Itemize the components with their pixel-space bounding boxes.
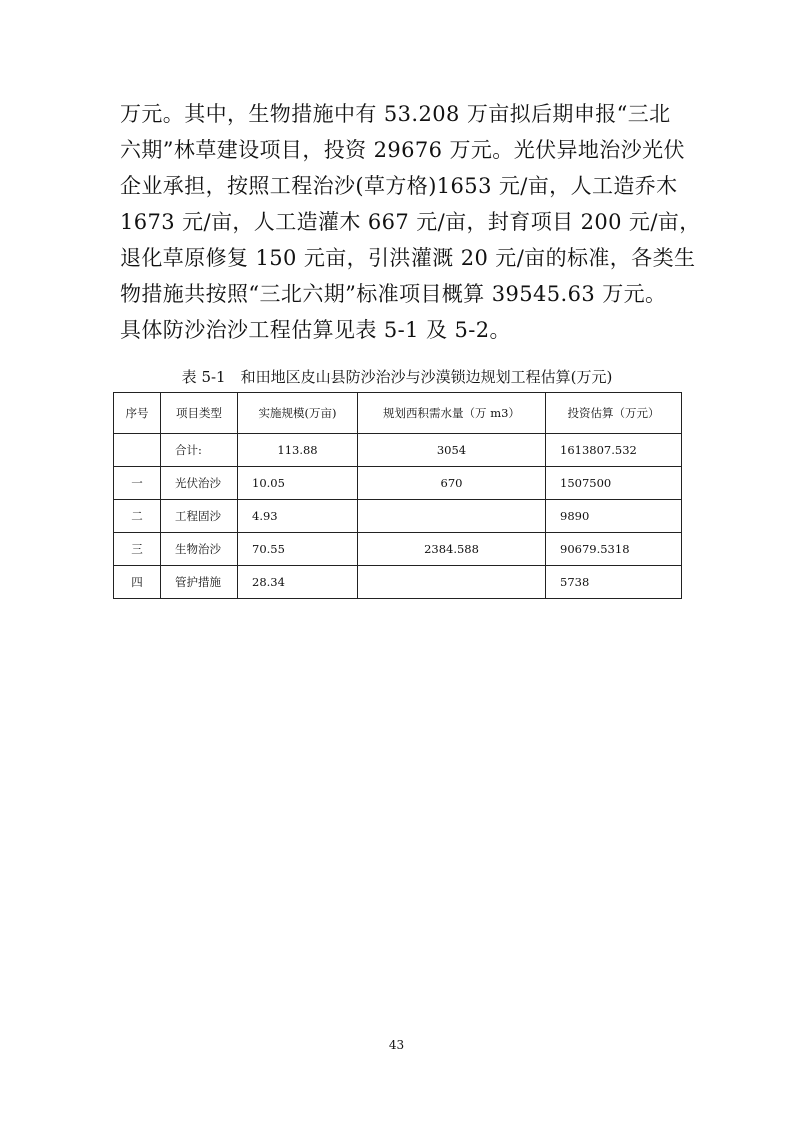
cell-no: 一 [114, 467, 161, 500]
cell-scale: 70.55 [238, 533, 358, 566]
table-row [114, 467, 682, 500]
cell-scale: 4.93 [238, 500, 358, 533]
header-cell-type: 项目类型 [161, 393, 238, 434]
cell-water [358, 566, 546, 599]
cell-invest: 1613807.532 [546, 434, 682, 467]
paragraph-line: 万元。其中，生物措施中有 53.208 万亩拟后期申报“三北 [120, 102, 671, 126]
paragraph-line: 退化草原修复 150 元亩，引洪灌溉 20 元/亩的标准，各类生 [120, 246, 696, 270]
paragraph-line: 1673 元/亩，人工造灌木 667 元/亩，封育项目 200 元/亩， [120, 210, 701, 234]
cell-type: 管护措施 [161, 566, 238, 599]
paragraph-line: 六期”林草建设项目，投资 29676 万元。光伏异地治沙光伏 [120, 138, 685, 162]
cell-water: 670 [358, 467, 546, 500]
cell-no [114, 434, 161, 467]
table-row [114, 434, 682, 467]
cell-scale: 28.34 [238, 566, 358, 599]
cell-water: 3054 [358, 434, 546, 467]
cell-scale: 113.88 [238, 434, 358, 467]
cell-no: 三 [114, 533, 161, 566]
cell-no: 四 [114, 566, 161, 599]
cell-no: 二 [114, 500, 161, 533]
header-cell-no: 序号 [114, 393, 161, 434]
cell-invest: 9890 [546, 500, 682, 533]
estimate-table [113, 392, 682, 599]
paragraph-line: 具体防沙治沙工程估算见表 5-1 及 5-2。 [120, 318, 511, 342]
cell-water: 2384.588 [358, 533, 546, 566]
body-paragraph [120, 96, 701, 348]
cell-type: 生物治沙 [161, 533, 238, 566]
table-header-row [114, 393, 682, 434]
cell-water [358, 500, 546, 533]
paragraph-line: 物措施共按照“三北六期”标准项目概算 39545.63 万元。 [120, 282, 667, 306]
cell-type: 光伏治沙 [161, 467, 238, 500]
cell-scale: 10.05 [238, 467, 358, 500]
cell-type: 工程固沙 [161, 500, 238, 533]
table-row [114, 533, 682, 566]
cell-invest: 1507500 [546, 467, 682, 500]
table-caption: 表 5-1 和田地区皮山县防沙治沙与沙漠锁边规划工程估算(万元) [181, 368, 613, 386]
cell-invest: 90679.5318 [546, 533, 682, 566]
header-cell-invest: 投资估算（万元） [546, 393, 682, 434]
cell-invest: 5738 [546, 566, 682, 599]
cell-type: 合计: [161, 434, 238, 467]
page-number: 43 [388, 1038, 405, 1052]
paragraph-line: 企业承担，按照工程治沙(草方格)1653 元/亩，人工造乔木 [120, 174, 678, 198]
header-cell-water: 规划西积需水量（万 m3） [358, 393, 546, 434]
table-row [114, 566, 682, 599]
header-cell-scale: 实施规模(万亩) [238, 393, 358, 434]
table-row [114, 500, 682, 533]
